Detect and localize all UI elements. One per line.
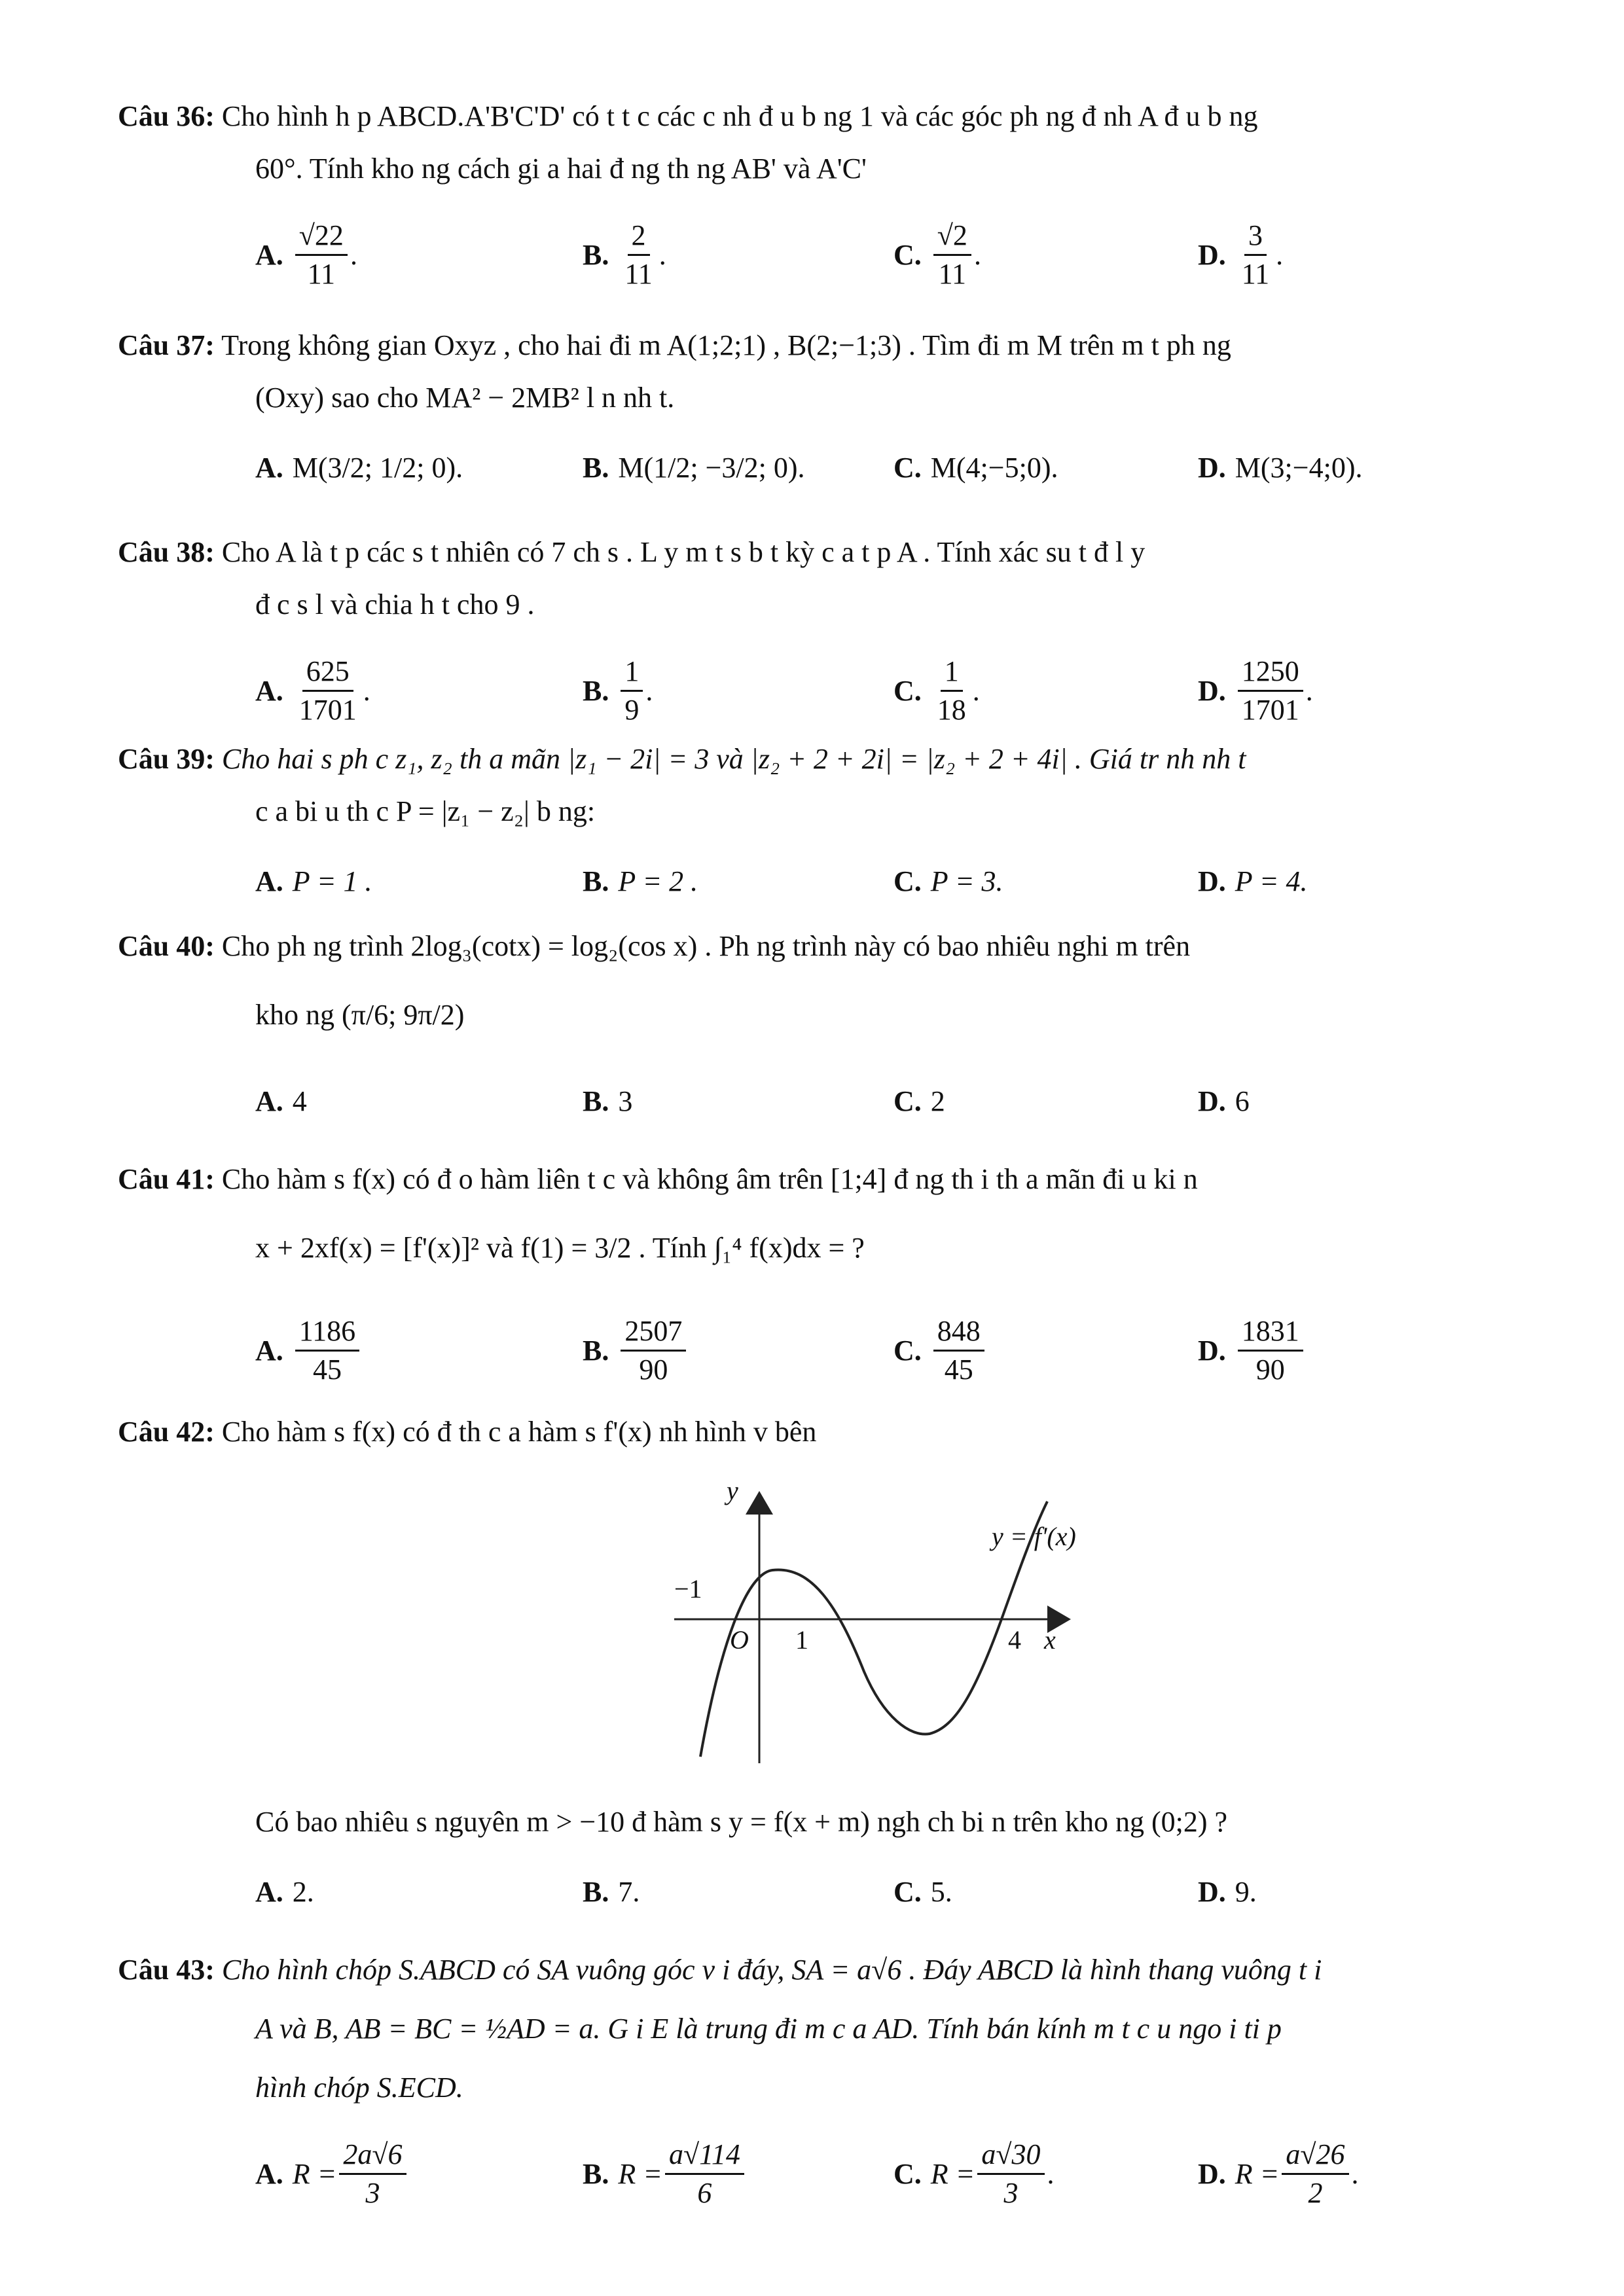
question-36 [118, 90, 1532, 195]
question-38-line-1 [118, 526, 1532, 579]
question-42-options [255, 1865, 1532, 1918]
question-38-label: Câu 38: [118, 536, 215, 568]
question-41-label: Câu 41: [118, 1163, 215, 1195]
question-42-label: Câu 42: [118, 1416, 215, 1448]
question-37 [118, 319, 1532, 424]
question-40-text-2: kho ng [255, 999, 334, 1031]
question-36-options [255, 212, 1532, 297]
question-40-line-2 [118, 973, 1532, 1058]
question-41-text-1: Cho hàm s f(x) có đ o hàm liên t c và không âm trên [1;4] đ ng th i th a mãn đi u ki n [221, 1163, 1198, 1195]
option-c[interactable]: C. R = $\frac{a√30}{3}$ . [893, 2131, 1055, 2216]
graph-x-label: x [1044, 1625, 1056, 1655]
question-40-text-1: Cho ph ng trình 2log₃(cotx) = log₂(cos x) . Ph ng trình này có bao nhiêu nghi m trên [221, 930, 1191, 962]
exam-page [118, 90, 1532, 2216]
option-a[interactable]: A. $\frac{√22}{11}$ . [255, 212, 357, 297]
question-37-text-1: Trong không gian Oxyz , cho hai đi m A(1;2;1) , B(2;−1;3) . Tìm đi m M trên m t ph ng [221, 329, 1231, 361]
question-39-text-2: c a bi u th c P = |z₁ − z₂| b ng: [255, 795, 596, 827]
question-42-text-1: Cho hàm s f(x) có đ th c a hàm s f'(x) nh hình v bên [221, 1416, 817, 1448]
question-43-line-1 [118, 1944, 1532, 1996]
graph-origin: O [730, 1625, 749, 1655]
question-39-label: Câu 39: [118, 743, 215, 775]
question-41-options [255, 1308, 1532, 1393]
option-d[interactable]: D. R = $\frac{a√26}{2}$ . [1198, 2131, 1359, 2216]
option-d[interactable]: D. $\frac{1250}{1701}$ . [1198, 648, 1313, 733]
option-a[interactable]: A. M(3/2; 1/2; 0). [255, 451, 463, 484]
option-a[interactable]: A. $\frac{625}{1701}$ . [255, 648, 370, 733]
question-43 [118, 1944, 1532, 2114]
option-b[interactable]: B. 3 [583, 1085, 633, 1117]
question-37-line-1 [118, 319, 1532, 372]
question-43-text-1: Cho hình chóp S.ABCD có SA vuông góc v i đáy, SA = a√6 . Đáy ABCD là hình thang vuông t i [221, 1954, 1322, 1986]
question-40-interval: (π/6; 9π/2) [342, 999, 465, 1031]
option-d[interactable]: D. $\frac{1831}{90}$ [1198, 1308, 1306, 1393]
question-36-label: Câu 36: [118, 100, 215, 132]
question-37-options [255, 441, 1532, 493]
option-c[interactable]: C. P = 3. [893, 865, 1003, 897]
question-43-options [255, 2131, 1532, 2216]
graph-tick-neg1: −1 [674, 1574, 702, 1604]
option-a[interactable]: A. 4 [255, 1085, 307, 1117]
option-d[interactable]: D. $\frac{3}{11}$ . [1198, 212, 1283, 297]
option-a[interactable]: A. $\frac{1186}{45}$ [255, 1308, 362, 1393]
option-b[interactable]: B. $\frac{1}{9}$ . [583, 648, 653, 733]
question-37-text-2: (Oxy) sao cho MA² − 2MB² l n nh t. [255, 382, 675, 414]
option-a[interactable]: A. P = 1 . [255, 865, 372, 897]
question-36-text-1: Cho hình h p ABCD.A'B'C'D' có t t c các c nh đ u b ng 1 và các góc ph ng đ nh A đ u b ng [221, 100, 1258, 132]
question-42 [118, 1406, 1532, 1458]
option-d[interactable]: D. 6 [1198, 1085, 1250, 1117]
question-39 [118, 733, 1532, 838]
question-43-text-3: hình chóp S.ECD. [255, 2072, 463, 2104]
option-b[interactable]: B. M(1/2; −3/2; 0). [583, 451, 805, 484]
question-42-text-2: Có bao nhiêu s nguyên m > −10 đ hàm s y = f(x + m) ngh ch bi n trên kho ng (0;2) ? [255, 1806, 1228, 1838]
graph-tick-4: 4 [1008, 1625, 1021, 1655]
option-b[interactable]: B. $\frac{2507}{90}$ [583, 1308, 689, 1393]
option-c[interactable]: C. $\frac{1}{18}$ . [893, 648, 980, 733]
question-40-label: Câu 40: [118, 930, 215, 962]
option-a[interactable]: A. R = $\frac{2a√6}{3}$ [255, 2131, 409, 2216]
option-b[interactable]: B. R = $\frac{a√114}{6}$ [583, 2131, 747, 2216]
question-37-label: Câu 37: [118, 329, 215, 361]
option-b[interactable]: B. 7. [583, 1875, 640, 1908]
graph-tick-1: 1 [795, 1625, 808, 1655]
option-d[interactable]: D. P = 4. [1198, 865, 1308, 897]
question-40 [118, 920, 1532, 1058]
question-41-text-2: x + 2xf(x) = [f'(x)]² và f(1) = 3/2 . Tính ∫₁⁴ f(x)dx = ? [255, 1232, 865, 1264]
question-41 [118, 1153, 1532, 1291]
graph-y-label: y [727, 1476, 738, 1505]
question-41-line-1 [118, 1153, 1532, 1206]
question-40-options [255, 1075, 1532, 1127]
option-c[interactable]: C. 2 [893, 1085, 945, 1117]
question-38-text-2: đ c s l và chia h t cho 9 . [255, 588, 535, 620]
question-36-line-1 [118, 90, 1532, 143]
option-a[interactable]: A. 2. [255, 1875, 314, 1908]
question-42-line-1 [118, 1406, 1532, 1458]
question-38-options [255, 648, 1532, 733]
option-c[interactable]: C. M(4;−5;0). [893, 451, 1058, 484]
question-38-text-1: Cho A là t p các s t nhiên có 7 ch s . L y m t s b t kỳ c a t p A . Tính xác su t đ l y [221, 536, 1146, 568]
option-c[interactable]: C. $\frac{848}{45}$ [893, 1308, 987, 1393]
option-c[interactable]: C. $\frac{√2}{11}$ . [893, 212, 981, 297]
option-b[interactable]: B. $\frac{2}{11}$ . [583, 212, 666, 297]
option-d[interactable]: D. 9. [1198, 1875, 1257, 1908]
question-36-text-2: 60°. Tính kho ng cách gi a hai đ ng th ng AB' và A'C' [255, 152, 867, 185]
question-39-line-1 [118, 733, 1532, 785]
option-c[interactable]: C. 5. [893, 1875, 952, 1908]
question-39-text-1: Cho hai s ph c z₁, z₂ th a mãn |z₁ − 2i| = 3 và |z₂ + 2 + 2i| = |z₂ + 2 + 4i| . Giá tr nh nh t [221, 743, 1246, 775]
question-39-options [255, 855, 1532, 907]
option-b[interactable]: B. P = 2 . [583, 865, 698, 897]
question-43-text-2: A và B, AB = BC = ½AD = a. G i E là trung đi m c a AD. Tính bán kính m t c u ngo i ti p [255, 2013, 1282, 2045]
question-43-label: Câu 43: [118, 1954, 215, 1986]
question-40-line-1 [118, 920, 1532, 973]
graph-curve-label: y = f'(x) [992, 1522, 1076, 1551]
option-d[interactable]: D. M(3;−4;0). [1198, 451, 1363, 484]
question-38 [118, 526, 1532, 631]
derivative-graph [661, 1475, 1119, 1776]
